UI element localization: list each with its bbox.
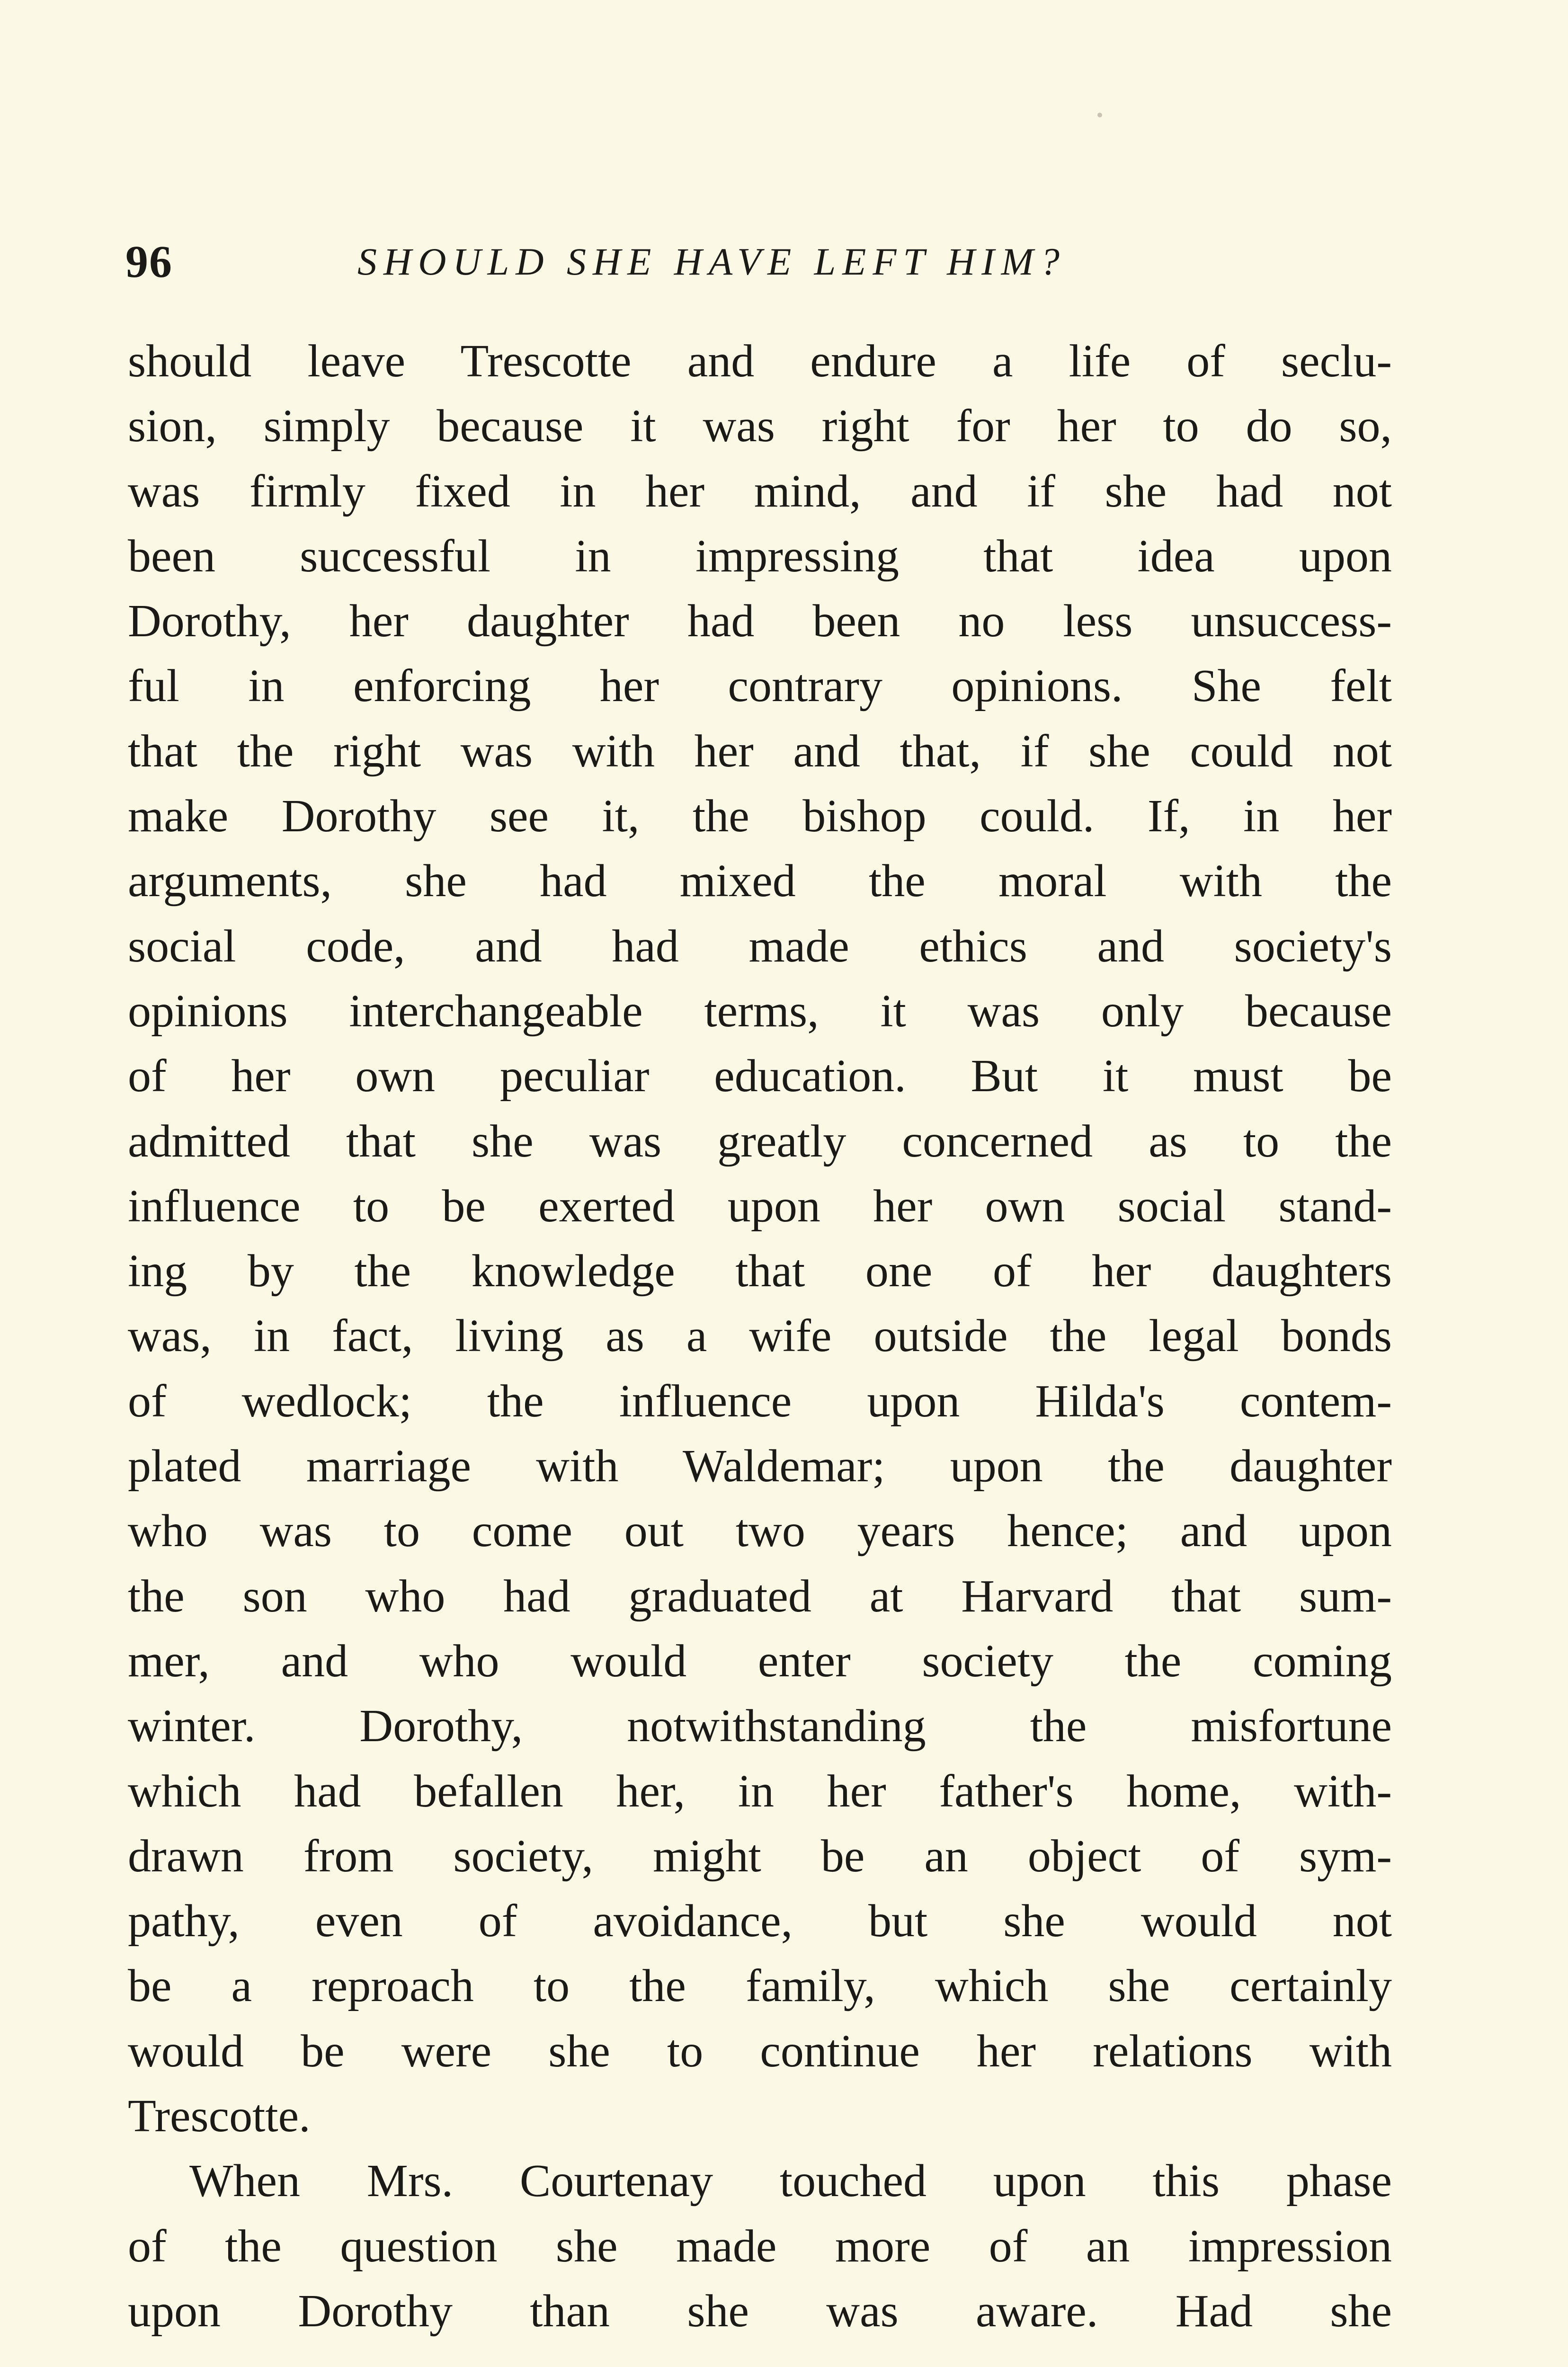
text-line: opinions interchangeable terms, it was only because	[128, 985, 1392, 1037]
body-text	[128, 329, 1392, 2344]
text-line: winter. Dorothy, notwithstanding the misfortune	[128, 1700, 1392, 1752]
text-line: arguments, she had mixed the moral with the	[128, 855, 1392, 907]
text-line: Dorothy, her daughter had been no less unsuccess-	[128, 596, 1392, 647]
text-line: ing by the knowledge that one of her daughters	[128, 1246, 1392, 1297]
text-line: influence to be exerted upon her own social stand-	[128, 1180, 1392, 1232]
text-line: who was to come out two years hence; and upon	[128, 1505, 1392, 1557]
text-line: of her own peculiar education. But it must be	[128, 1050, 1392, 1102]
text-line: should leave Trescotte and endure a life of seclu-	[128, 336, 1392, 387]
text-line: been successful in impressing that idea upon	[128, 530, 1392, 582]
text-line: social code, and had made ethics and society's	[128, 920, 1392, 972]
text-line: make Dorothy see it, the bishop could. If, in her	[128, 791, 1392, 842]
text-line: the son who had graduated at Harvard that sum-	[128, 1570, 1392, 1622]
text-line: When Mrs. Courtenay touched upon this phase	[189, 2155, 1392, 2207]
text-line: Trescotte.	[128, 2091, 311, 2142]
text-line: sion, simply because it was right for her to do so,	[128, 400, 1392, 452]
text-line: that the right was with her and that, if she could not	[128, 725, 1392, 777]
text-line: drawn from society, might be an object of sym-	[128, 1830, 1392, 1882]
text-line: of the question she made more of an impression	[128, 2220, 1392, 2272]
text-line: admitted that she was greatly concerned as to the	[128, 1115, 1392, 1167]
page-number: 96	[125, 236, 173, 287]
text-line: would be were she to continue her relations with	[128, 2025, 1392, 2077]
page-header	[125, 226, 1394, 297]
text-line: upon Dorothy than she was aware. Had she	[128, 2285, 1392, 2337]
text-line: mer, and who would enter society the coming	[128, 1635, 1392, 1687]
text-line: was firmly fixed in her mind, and if she had not	[128, 465, 1392, 517]
running-head: SHOULD SHE HAVE LEFT HIM?	[357, 240, 1066, 283]
text-line: which had befallen her, in her father's home, with-	[128, 1765, 1392, 1817]
text-line: pathy, even of avoidance, but she would not	[128, 1895, 1392, 1947]
text-line: ful in enforcing her contrary opinions. She felt	[128, 660, 1392, 712]
paper-speck	[1097, 113, 1102, 117]
text-line: was, in fact, living as a wife outside the legal bonds	[128, 1310, 1392, 1362]
text-line: of wedlock; the influence upon Hilda's contem-	[128, 1375, 1392, 1427]
paragraph	[128, 2149, 1392, 2344]
text-line: plated marriage with Waldemar; upon the daughter	[128, 1441, 1392, 1492]
paragraph	[128, 329, 1392, 2149]
text-line: be a reproach to the family, which she certainly	[128, 1960, 1392, 2012]
